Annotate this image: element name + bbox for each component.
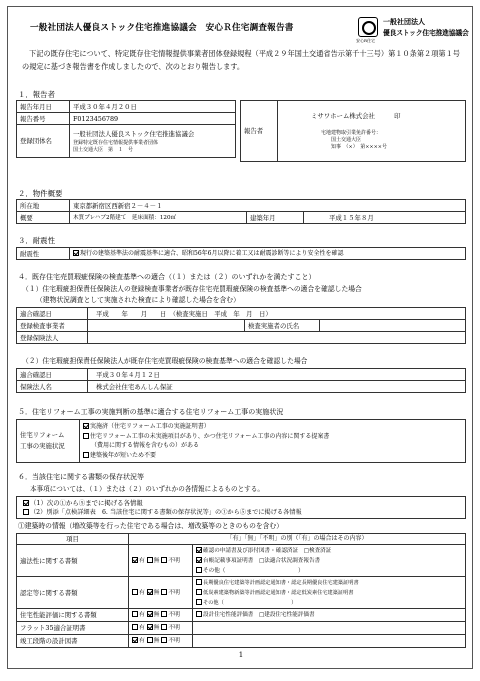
section-5-heading: ５．住宅リフォーム工事の実施判断の基準に適合する住宅リフォーム工事の実施状況 bbox=[18, 408, 284, 416]
report-number-label: 報告番号 bbox=[17, 113, 70, 125]
row4-no-label: 無 bbox=[153, 625, 160, 631]
section-3-heading: ３．耐震性 bbox=[18, 236, 55, 245]
documents-table bbox=[16, 533, 466, 648]
row3-unknown-checkbox[interactable] bbox=[161, 611, 167, 617]
docs-option-1: （1）次の①から⑤までに掲げる各情報 bbox=[30, 499, 143, 507]
logo-line-2: 優良ストック住宅推進協議会 bbox=[383, 29, 469, 37]
row2-no-label: 無 bbox=[153, 589, 160, 596]
report-page bbox=[7, 6, 473, 669]
report-date-label: 報告年月日 bbox=[17, 101, 70, 113]
section-4-heading: ４．既存住宅売買瑕疵保険の検査基準への適合（（１）または（２）のいずれかを満たすこと） bbox=[18, 273, 316, 281]
section-1-heading: １．報告者 bbox=[18, 90, 55, 99]
row2-detail1: 長期優良住宅建築等計画認定通知書・認定長期優良住宅建築証明書 bbox=[203, 579, 359, 586]
row3-yes-label: 有 bbox=[139, 612, 145, 618]
section-6-note: 本事項については、（１）または（２）のいずれかの各情報によるものとする。 bbox=[30, 485, 264, 493]
section-4-sub-1b: （建物状況調査として実施された検査により確認した場合を含む） bbox=[36, 296, 240, 304]
section-6-options-box bbox=[16, 496, 466, 519]
reform-table bbox=[16, 419, 466, 463]
org-sub-1: 登録特定既存住宅情報提供事業者団体 bbox=[73, 139, 159, 146]
row3-yes-checkbox[interactable] bbox=[132, 611, 138, 617]
logo-line-1: 一般社団法人 bbox=[383, 18, 425, 26]
doc-row-label: フラット35適合証明書 bbox=[17, 622, 129, 635]
seismic-checkbox[interactable] bbox=[73, 250, 79, 256]
reform-label-1: 住宅リフォーム bbox=[20, 431, 65, 439]
report-number-value: F0123456789 bbox=[70, 113, 236, 125]
doc-row-label: 適法性に関する書類 bbox=[17, 545, 129, 577]
built-value: 平成１５年８月 bbox=[304, 212, 466, 224]
reform-opt-3: 建築後年が短いため不要 bbox=[90, 451, 157, 459]
docs-option-1-checkbox[interactable] bbox=[23, 500, 29, 506]
row1-no-checkbox[interactable] bbox=[147, 557, 153, 563]
overview-value: 木質プレハブ2階建て 延床面積：120㎡ bbox=[70, 212, 247, 224]
inspection-table bbox=[16, 307, 466, 344]
row2-unknown-label: 不明 bbox=[168, 589, 180, 596]
insurer-label: 登録保険法人 bbox=[17, 332, 88, 344]
row4-yes-label: 有 bbox=[139, 625, 145, 631]
row1-detail1-checkbox[interactable] bbox=[196, 547, 202, 553]
reform-opt-2: 住宅リフォーム工事の未実施項目があり、かつ住宅リフォーム工事の内容に関する提案書 bbox=[90, 432, 330, 440]
row5-unknown-checkbox[interactable] bbox=[161, 637, 167, 643]
org-sub-2: 国土交通大臣 第 １ 号 bbox=[73, 146, 134, 153]
col-item-header: 項目 bbox=[17, 534, 129, 545]
confirm-date-value: 平成３０年４月１２日 bbox=[88, 369, 466, 381]
doc-row-label: 竣工段階の設計図書 bbox=[17, 635, 129, 648]
report-title: 一般社団法人優良ストック住宅推進協議会 安心Ｒ住宅調査報告書 bbox=[30, 23, 294, 33]
org-label: 登録団体名 bbox=[17, 125, 70, 158]
row1-detail2-checkbox[interactable] bbox=[196, 557, 202, 563]
row1-unknown-label: 不明 bbox=[168, 557, 180, 564]
row4-yes-checkbox[interactable] bbox=[132, 624, 138, 630]
row5-yes-checkbox[interactable] bbox=[132, 637, 138, 643]
row1-no-label: 無 bbox=[153, 557, 160, 564]
insurer2-label: 保険法人名 bbox=[17, 381, 88, 393]
overview-label: 概要 bbox=[17, 212, 70, 224]
property-table bbox=[16, 199, 466, 224]
row1-unknown-checkbox[interactable] bbox=[161, 557, 167, 563]
row2-detail1-checkbox[interactable] bbox=[196, 579, 202, 585]
reporter-label: 報告者 bbox=[241, 101, 278, 162]
row3-detail1-checkbox[interactable] bbox=[196, 611, 202, 617]
row2-no-checkbox[interactable] bbox=[147, 589, 153, 595]
inspector-name-label: 検査実施者の氏名 bbox=[245, 320, 320, 332]
inspect-date-value: 平成 年 月 日 （検査実施日 平成 年 月 日） bbox=[88, 308, 466, 320]
reporter-name: ミサワホーム株式会社 印 bbox=[311, 112, 401, 120]
row1-detail1: 確認の申請書及び添付図書・確認済証 □検査済証 bbox=[203, 547, 332, 554]
built-label: 建築年月 bbox=[247, 212, 304, 224]
seismic-label: 耐震性 bbox=[17, 248, 70, 260]
reporter-table-right bbox=[240, 100, 466, 162]
row2-detail3: その他（ ） bbox=[203, 599, 297, 606]
reform-opt-2b: （費用に関する情報を含むもの）がある bbox=[91, 442, 200, 449]
license-line-2: 国土交通大臣 bbox=[331, 137, 362, 143]
location-value: 東京都新宿区西新宿２－４－１ bbox=[70, 200, 466, 212]
col-status-header: 「有」「無」「不明」の別（「有」の場合はその内容） bbox=[129, 534, 466, 545]
row2-detail3-checkbox[interactable] bbox=[196, 599, 202, 605]
row4-no-checkbox[interactable] bbox=[147, 624, 153, 630]
docs-option-2-checkbox[interactable] bbox=[23, 509, 29, 515]
row5-no-label: 無 bbox=[153, 638, 160, 644]
section-6-sub-heading: ①建築時の情報（増改築等を行った住宅である場合は、増改築等のときのものを含む） bbox=[18, 522, 284, 530]
section-4-sub-2: （２）住宅瑕疵担保責任保険法人が既存住宅売買瑕疵保険の検査基準への適合を確認した場合 bbox=[22, 357, 308, 365]
row3-unknown-label: 不明 bbox=[168, 612, 180, 618]
insurer-table bbox=[16, 368, 466, 393]
section-6-heading: ６．当該住宅に関する書類の保存状況等 bbox=[18, 473, 144, 481]
row4-unknown-checkbox[interactable] bbox=[161, 624, 167, 630]
reform-label-2: 工事の実施状況 bbox=[20, 442, 65, 450]
doc-row-label: 認定等に関する書類 bbox=[17, 577, 129, 609]
location-label: 所在地 bbox=[17, 200, 70, 212]
row2-detail2: 低炭素建築物新築等計画認定通知書・認定低炭素住宅建築証明書 bbox=[203, 589, 354, 596]
page-number: 1 bbox=[238, 651, 244, 659]
row1-detail3: その他（ ） bbox=[203, 567, 304, 574]
reform-unneeded-checkbox[interactable] bbox=[83, 452, 89, 458]
logo-mark-text: 安心R住宅 bbox=[356, 38, 376, 43]
license-line-3: 知事 （×） 第××××号 bbox=[331, 144, 387, 150]
inspector-label: 登録検査事業者 bbox=[17, 320, 88, 332]
row5-no-checkbox[interactable] bbox=[147, 637, 153, 643]
intro-text: 下記の既存住宅について、特定既存住宅情報提供事業者団体登録規程（平成２９年国土交通省告示第千十三号）第１０条第２項第１号の規定に基づき報告書を作成しましたので、次のとおり報告します。 bbox=[22, 49, 460, 71]
anshin-r-logo-icon bbox=[358, 17, 378, 37]
confirm-date-label: 適合確認日 bbox=[17, 369, 88, 381]
row3-detail1: 設計住宅性能評価書 □建設住宅性能評価書 bbox=[203, 612, 315, 618]
row1-detail3-checkbox[interactable] bbox=[196, 567, 202, 573]
row5-unknown-label: 不明 bbox=[168, 638, 180, 644]
reform-opt-1: 実施済（住宅リフォーム工事の実施証明書） bbox=[90, 423, 210, 430]
docs-option-2: （2）別添「点検詳細表 6. 当該住宅に関する書類の保存状況等」の①から⑤までに掲げる各情報 bbox=[30, 509, 302, 516]
seismic-value: 現行の建築基準法の耐震基準に適合、昭和56年6月以降に着工又は耐震診断等により安全性を確認 bbox=[80, 249, 344, 257]
report-date-value: 平成３０年４月２０日 bbox=[70, 101, 236, 113]
reform-done-checkbox[interactable] bbox=[83, 423, 89, 429]
association-logo bbox=[358, 15, 470, 47]
insurer2-value: 株式会社住宅あんしん保証 bbox=[88, 381, 466, 393]
row3-no-label: 無 bbox=[153, 612, 160, 618]
reform-proposal-checkbox[interactable] bbox=[83, 433, 89, 439]
seismic-table bbox=[16, 247, 466, 260]
inspect-date-label: 適合確認日 bbox=[17, 308, 88, 320]
row2-unknown-checkbox[interactable] bbox=[161, 589, 167, 595]
section-2-heading: ２．物件概要 bbox=[18, 189, 63, 198]
row1-yes-checkbox[interactable] bbox=[132, 557, 138, 563]
row1-detail2: 台帳記載事項証明書 □法適合状況調査報告書 bbox=[203, 557, 321, 564]
row1-yes-label: 有 bbox=[139, 557, 145, 564]
license-line-1: 宅地建物取引業免許番号： bbox=[321, 130, 382, 136]
section-4-sub-1: （１）住宅瑕疵担保責任保険法人の登録検査事業者が既存住宅売買瑕疵保険の検査基準への適合を確認した場合 bbox=[22, 285, 362, 293]
row5-yes-label: 有 bbox=[139, 638, 145, 644]
row2-yes-label: 有 bbox=[139, 589, 145, 596]
row2-yes-checkbox[interactable] bbox=[132, 589, 138, 595]
row4-unknown-label: 不明 bbox=[168, 625, 180, 631]
reporter-table-left bbox=[16, 100, 236, 158]
org-name: 一般社団法人優良ストック住宅推進協議会 bbox=[73, 129, 195, 138]
row3-no-checkbox[interactable] bbox=[147, 611, 153, 617]
row2-detail2-checkbox[interactable] bbox=[196, 589, 202, 595]
doc-row-label: 住宅性能評価に関する書類 bbox=[17, 609, 129, 622]
